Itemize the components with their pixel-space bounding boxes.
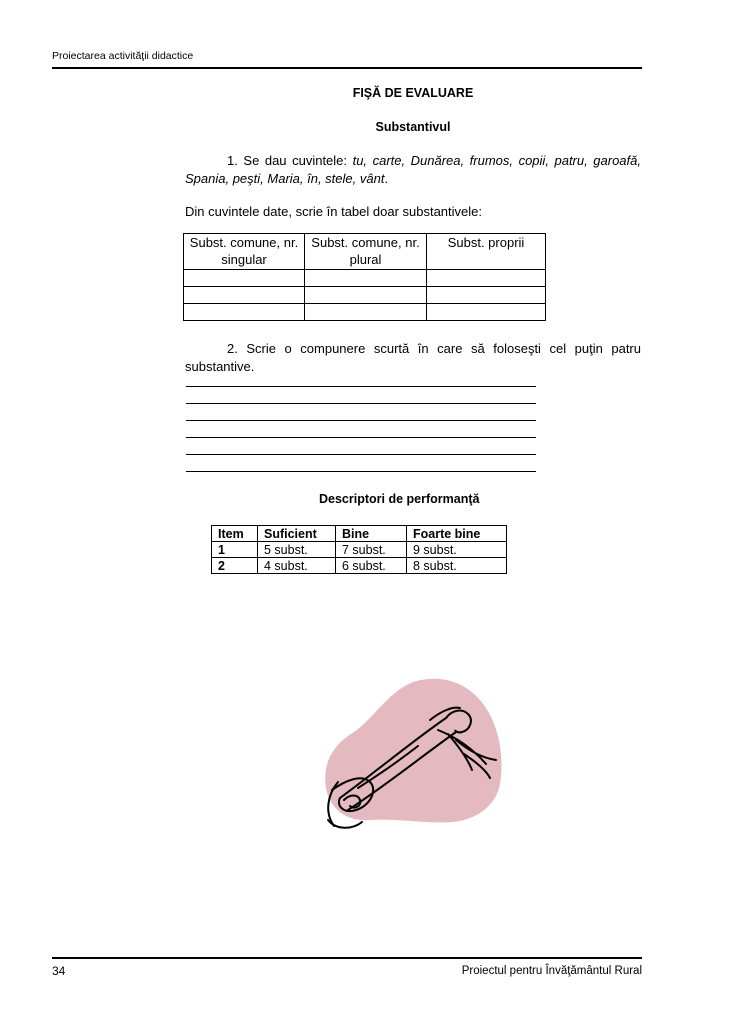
task1-text	[185, 152, 641, 188]
worksheet-title: FIŞĂ DE EVALUARE	[352, 86, 474, 100]
noun-classification-table	[183, 233, 546, 321]
answer-line[interactable]	[186, 386, 536, 387]
descriptor-value: 9 subst.	[407, 542, 507, 558]
descriptors-title: Descriptori de performanţă	[319, 492, 480, 506]
task1-intro: 1. Se dau cuvintele:	[227, 153, 353, 168]
worksheet-subtitle: Substantivul	[375, 120, 451, 134]
table-cell[interactable]	[427, 270, 546, 287]
task1-words: tu, carte, Dunărea, frumos, copii, patru, garoafă, Spania, peşti, Maria, în, stele, vânt	[185, 153, 641, 186]
descriptor-header-good: Bine	[336, 526, 407, 542]
descriptor-value: 5 subst.	[258, 542, 336, 558]
descriptor-value: 4 subst.	[258, 558, 336, 574]
answer-line[interactable]	[186, 454, 536, 455]
descriptor-item: 2	[212, 558, 258, 574]
answer-line[interactable]	[186, 403, 536, 404]
table-row	[212, 542, 507, 558]
task1-end: .	[384, 171, 389, 186]
answer-line[interactable]	[186, 471, 536, 472]
answer-line[interactable]	[186, 420, 536, 421]
descriptor-value: 7 subst.	[336, 542, 407, 558]
table-cell[interactable]	[305, 304, 427, 321]
descriptor-value: 6 subst.	[336, 558, 407, 574]
diploma-scroll-icon	[318, 670, 518, 860]
header-divider	[52, 67, 642, 69]
table-header-common-singular: Subst. comune, nr. singular	[184, 234, 305, 270]
descriptor-header-very-good: Foarte bine	[407, 526, 507, 542]
table-row	[212, 558, 507, 574]
table-cell[interactable]	[184, 304, 305, 321]
footer-divider	[52, 957, 642, 959]
performance-descriptors-table	[211, 525, 507, 574]
descriptor-header-item: Item	[212, 526, 258, 542]
descriptor-item: 1	[212, 542, 258, 558]
table-header-common-plural: Subst. comune, nr. plural	[305, 234, 427, 270]
answer-line[interactable]	[186, 437, 536, 438]
table-cell[interactable]	[184, 270, 305, 287]
task2-text: 2. Scrie o compunere scurtă în care să foloseşti cel puţin patru substantive.	[185, 341, 641, 374]
descriptor-header-sufficient: Suficient	[258, 526, 336, 542]
footer-publication: Proiectul pentru Învăţământul Rural	[461, 965, 642, 977]
running-header: Proiectarea activităţii didactice	[52, 50, 194, 62]
table-cell[interactable]	[427, 304, 546, 321]
table-header-proper: Subst. proprii	[427, 234, 546, 270]
table-cell[interactable]	[305, 270, 427, 287]
task1-instruction: Din cuvintele date, scrie în tabel doar substantivele:	[185, 204, 483, 219]
table-cell[interactable]	[427, 287, 546, 304]
descriptor-value: 8 subst.	[407, 558, 507, 574]
table-cell[interactable]	[305, 287, 427, 304]
table-cell[interactable]	[184, 287, 305, 304]
page-number: 34	[52, 964, 66, 978]
